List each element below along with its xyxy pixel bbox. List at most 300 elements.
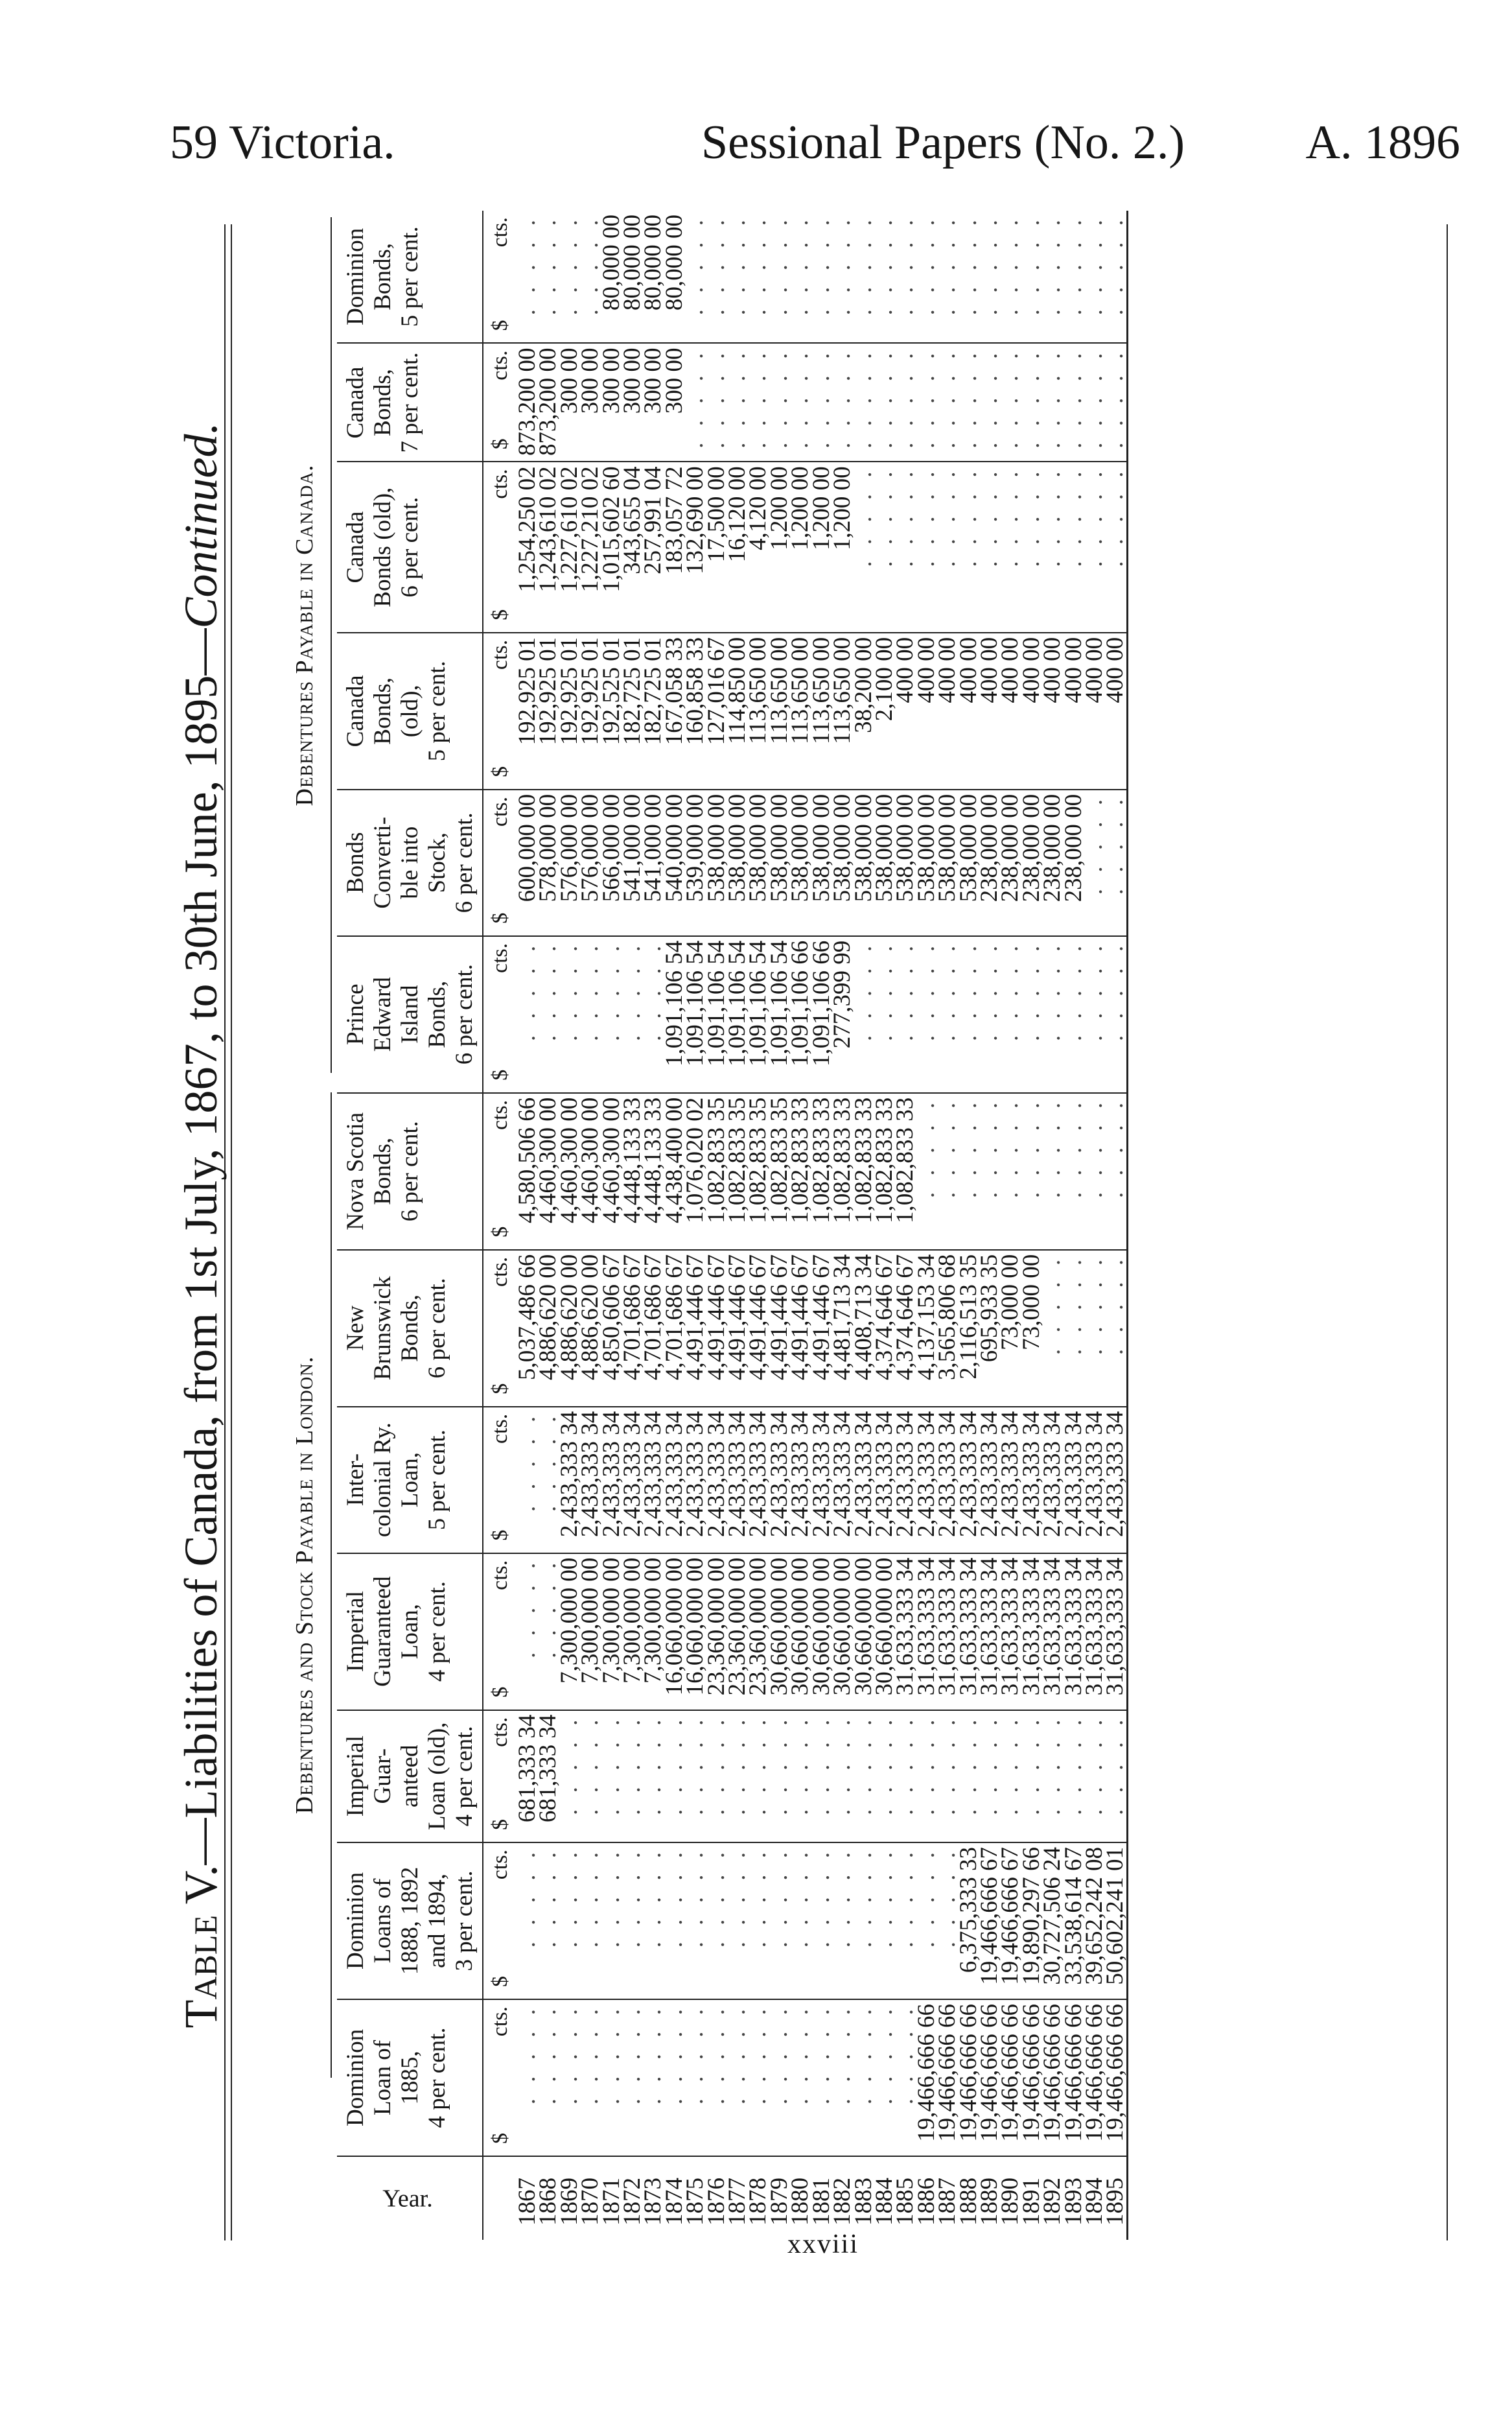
leader-dots: . . . . . (598, 1714, 625, 1815)
leader-dots: . . . . . (703, 215, 730, 316)
value-cell (1102, 1250, 1129, 1407)
leader-dots: . . . . . (660, 1846, 688, 1948)
value-cell: 2,433,333 34 (854, 1407, 874, 1553)
value-cell: 2,433,333 34 (1084, 1407, 1105, 1553)
leader-dots: . . . . . (850, 215, 877, 316)
value-cell: 17,500 00 (706, 462, 727, 633)
header-session: 59 Victoria. (170, 116, 395, 169)
leader-dots: . . . . . (1060, 1254, 1087, 1355)
value-cell: 400 00 (1000, 633, 1021, 790)
value-cell: 192,525 01 (601, 633, 622, 790)
leader-dots: . . . . . (745, 1846, 772, 1948)
leader-dots: . . . . . (765, 1714, 793, 1815)
value-cell: 1,254,250 02 (517, 462, 538, 633)
value-cell: 1,200 00 (811, 462, 832, 633)
value-cell: 4,137,153 34 (916, 1250, 937, 1407)
leader-dots: . . . . . (850, 466, 877, 567)
value-cell: 19,466,666 66 (1000, 1999, 1021, 2156)
leader-dots: . . . . . (997, 215, 1024, 316)
value-cell: 2,433,333 34 (685, 1407, 706, 1553)
value-cell: 238,000 00 (979, 790, 1000, 936)
leader-dots: . . . . . (975, 347, 1003, 449)
unit-dollar: $ (488, 912, 512, 924)
value-cell: 2,433,333 34 (748, 1407, 769, 1553)
value-cell: 2,433,333 34 (580, 1407, 601, 1553)
value-cell: 31,633,333 34 (937, 1553, 958, 1710)
leader-dots: . . . . . (577, 2003, 604, 2105)
col-header-line: Bonds, (369, 677, 396, 745)
leader-dots: . . . . . (913, 347, 940, 449)
value-cell: 19,466,666 66 (916, 1999, 937, 2156)
value-cell: 19,466,666 66 (937, 1999, 958, 2156)
row-year: 1881 (808, 2178, 835, 2226)
leader-dots: . . . . . (660, 1714, 688, 1815)
leader-dots: . . . . . (640, 1846, 667, 1948)
column-header-row (337, 211, 483, 2240)
leader-dots: . . . . . (808, 1714, 835, 1815)
unit-cents: cts. (488, 1256, 512, 1287)
col-header-line: Bonds, (369, 1137, 396, 1205)
leader-dots: . . . . . (1039, 347, 1066, 449)
value-cell: 538,000 00 (832, 790, 853, 936)
value-cell: 31,633,333 34 (916, 1553, 937, 1710)
value-cell: 16,060,000 00 (664, 1553, 685, 1710)
leader-dots: . . . . . (682, 1714, 709, 1815)
leader-dots: . . . . . (1080, 466, 1108, 567)
leader-dots: . . . . . (913, 1714, 940, 1815)
leader-dots: . . . . . (955, 466, 982, 567)
value-cell (1102, 1093, 1129, 1250)
leader-dots: . . . . . (975, 1714, 1003, 1815)
value-cell: 80,000 00 (622, 211, 643, 343)
leader-dots: . . . . . (1039, 466, 1066, 567)
leader-dots: . . . . . (640, 1714, 667, 1815)
row-year: 1871 (598, 2178, 625, 2226)
leader-dots: . . . . . (870, 347, 898, 449)
leader-dots: . . . . . (682, 215, 709, 316)
value-cell: 1,082,833 35 (706, 1093, 727, 1250)
value-cell: 7,300,000 00 (643, 1553, 664, 1710)
value-cell: 1,200 00 (832, 462, 853, 633)
row-year: 1889 (975, 2178, 1003, 2226)
col-header-line: 5 per cent. (424, 661, 450, 762)
row-year: 1890 (997, 2178, 1024, 2226)
unit-dollar: $ (488, 438, 512, 450)
leader-dots: . . . . . (703, 1714, 730, 1815)
value-cell: 80,000 00 (643, 211, 664, 343)
leader-dots: . . . . . (555, 1714, 583, 1815)
value-cell: 31,633,333 34 (1042, 1553, 1063, 1710)
value-cell: 4,491,446 67 (790, 1250, 811, 1407)
leader-dots: . . . . . (808, 2003, 835, 2105)
value-cell: 1,082,833 33 (811, 1093, 832, 1250)
leader-dots: . . . . . (997, 940, 1024, 1041)
value-cell: 113,650 00 (832, 633, 853, 790)
leader-dots: . . . . . (934, 466, 961, 567)
unit-cents: cts. (488, 943, 512, 973)
row-year: 1891 (1018, 2178, 1045, 2226)
leader-dots: . . . . . (1018, 940, 1045, 1041)
value-cell: 167,058 33 (664, 633, 685, 790)
leader-dots: . . . . . (745, 2003, 772, 2105)
value-cell: 681,333 34 (517, 1710, 538, 1842)
value-cell: 5,037,486 66 (517, 1250, 538, 1407)
value-cell: 1,082,833 33 (790, 1093, 811, 1250)
col-header-line: anteed (397, 1745, 423, 1808)
rotated-table-block (165, 211, 1474, 2240)
row-year: 1882 (829, 2178, 856, 2226)
leader-dots: . . . . . (703, 1846, 730, 1948)
leader-dots: . . . . . (535, 940, 562, 1041)
col-header-line: Bonds, (424, 980, 450, 1048)
value-cell: 4,491,446 67 (685, 1250, 706, 1407)
col-header-line: Guar- (369, 1748, 396, 1804)
value-cell: 4,491,446 67 (748, 1250, 769, 1407)
value-cell: 2,433,333 34 (664, 1407, 685, 1553)
col-header-line: Canada (342, 675, 369, 747)
value-cell: 1,091,106 54 (664, 936, 685, 1093)
value-cell: 2,433,333 34 (559, 1407, 580, 1553)
col-header-line: Imperial (342, 1735, 369, 1817)
value-cell: 238,000 00 (1000, 790, 1021, 936)
col-header-line: Loans of (369, 1878, 396, 1964)
leader-dots: . . . . . (829, 1714, 856, 1815)
leader-dots: . . . . . (703, 2003, 730, 2105)
value-cell: 538,000 00 (959, 790, 979, 936)
leader-dots: . . . . . (870, 1714, 898, 1815)
value-cell: 80,000 00 (601, 211, 622, 343)
value-cell: 19,466,666 66 (1084, 1999, 1105, 2156)
leader-dots: . . . . . (660, 2003, 688, 2105)
unit-cents: cts. (488, 1099, 512, 1130)
group-rule-canada (331, 217, 332, 1073)
value-cell: 80,000 00 (664, 211, 685, 343)
row-year: 1867 (514, 2178, 541, 2226)
value-cell (1102, 1710, 1129, 1842)
value-cell: 1,082,833 33 (895, 1093, 916, 1250)
col-header-line: Bonds (342, 832, 369, 894)
units-cell (483, 1999, 517, 2156)
leader-dots: . . . . . (808, 215, 835, 316)
row-year: 1875 (682, 2178, 709, 2226)
value-cell: 4,481,713 34 (832, 1250, 853, 1407)
leader-dots: . . . . . (892, 2003, 919, 2105)
value-cell: 19,466,666 66 (1105, 1999, 1127, 2156)
unit-dollar: $ (488, 1975, 512, 1987)
row-year: 1888 (955, 2178, 982, 2226)
leader-dots: . . . . . (765, 215, 793, 316)
leader-dots: . . . . . (829, 347, 856, 449)
unit-dollar: $ (488, 1818, 512, 1830)
col-header-line: 5 per cent. (424, 1429, 450, 1531)
leader-dots: . . . . . (850, 347, 877, 449)
leader-dots: . . . . . (1080, 1714, 1108, 1815)
value-cell: 1,082,833 35 (748, 1093, 769, 1250)
leader-dots: . . . . . (535, 1557, 562, 1658)
col-header-line: 6 per cent. (397, 1121, 423, 1222)
units-cell (483, 790, 517, 936)
value-cell: 4,460,300 00 (538, 1093, 559, 1250)
unit-cents: cts. (488, 1717, 512, 1747)
col-header-line: Canada (342, 511, 369, 583)
header-sessional-papers: Sessional Papers (No. 2.) (701, 116, 1185, 169)
leader-dots: . . . . . (1102, 1097, 1129, 1198)
value-cell: 1,082,833 35 (727, 1093, 748, 1250)
leader-dots: . . . . . (1080, 794, 1108, 895)
col-header-line: 1888, 1892 (397, 1866, 423, 1975)
unit-dollar: $ (488, 609, 512, 620)
table-title-number: Table V. (175, 1864, 227, 2028)
leader-dots: . . . . . (870, 2003, 898, 2105)
value-cell: 31,633,333 34 (959, 1553, 979, 1710)
value-cell: 540,000 00 (664, 790, 685, 936)
value-cell: 182,725 01 (643, 633, 664, 790)
value-cell: 2,433,333 34 (874, 1407, 895, 1553)
leader-dots: . . . . . (703, 347, 730, 449)
value-cell: 30,660,000 00 (790, 1553, 811, 1710)
value-cell (1102, 936, 1129, 1093)
value-cell: 400 00 (959, 633, 979, 790)
value-cell: 19,466,666 66 (1064, 1999, 1084, 2156)
value-cell: 343,655 04 (622, 462, 643, 633)
unit-cents: cts. (488, 350, 512, 381)
col-header-6 (337, 1250, 483, 1407)
value-cell: 695,933 35 (979, 1250, 1000, 1407)
value-cell: 2,433,333 34 (916, 1407, 937, 1553)
col-header-line: Nova Scotia (342, 1112, 369, 1230)
value-cell: 238,000 00 (1042, 790, 1063, 936)
leader-dots: . . . . . (934, 1714, 961, 1815)
row-year: 1893 (1060, 2178, 1087, 2226)
value-cell: 3,565,806 68 (937, 1250, 958, 1407)
leader-dots: . . . . . (913, 1846, 940, 1948)
row-year: 1868 (535, 2178, 562, 2226)
value-cell: 2,433,333 34 (979, 1407, 1000, 1553)
leader-dots: . . . . . (1039, 1254, 1066, 1355)
value-cell: 2,433,333 34 (959, 1407, 979, 1553)
leader-dots: . . . . . (934, 1097, 961, 1198)
value-cell: 19,466,666 66 (1021, 1999, 1042, 2156)
units-year-blank (483, 2156, 517, 2240)
value-cell: 4,491,446 67 (769, 1250, 790, 1407)
leader-dots: . . . . . (640, 940, 667, 1041)
leader-dots: . . . . . (975, 1097, 1003, 1198)
unit-cents: cts. (488, 1560, 512, 1590)
value-cell: 114,850 00 (727, 633, 748, 790)
value-cell: 538,000 00 (748, 790, 769, 936)
leader-dots: . . . . . (1018, 1097, 1045, 1198)
col-header-line: Guaranteed (369, 1576, 396, 1687)
col-header-line: 3 per cent. (451, 1870, 478, 1971)
leader-dots: . . . . . (997, 1714, 1024, 1815)
value-cell: 31,633,333 34 (1064, 1553, 1084, 1710)
value-cell: 873,200 00 (538, 343, 559, 462)
leader-dots: . . . . . (535, 2003, 562, 2105)
leader-dots: . . . . . (682, 2003, 709, 2105)
value-cell: 400 00 (937, 633, 958, 790)
value-cell: 538,000 00 (769, 790, 790, 936)
leader-dots: . . . . . (1060, 347, 1087, 449)
value-cell: 132,690 00 (685, 462, 706, 633)
unit-dollar: $ (488, 1686, 512, 1698)
leader-dots: . . . . . (724, 1714, 751, 1815)
value-cell: 19,466,666 66 (979, 1999, 1000, 2156)
leader-dots: . . . . . (892, 1846, 919, 1948)
value-cell: 4,886,620 00 (580, 1250, 601, 1407)
leader-dots: . . . . . (850, 1846, 877, 1948)
leader-dots: . . . . . (640, 2003, 667, 2105)
group-heading-london: Debentures and Stock Payable in London. (291, 1356, 318, 1815)
value-cell: 4,374,646 67 (874, 1250, 895, 1407)
leader-dots: . . . . . (787, 1846, 814, 1948)
value-cell: 2,433,333 34 (706, 1407, 727, 1553)
value-cell: 192,925 01 (538, 633, 559, 790)
value-cell: 7,300,000 00 (559, 1553, 580, 1710)
col-header-line: Loan, (397, 1452, 423, 1508)
col-header-line: Imperial (342, 1590, 369, 1673)
leader-dots: . . . . . (682, 1846, 709, 1948)
value-cell: 1,091,106 54 (685, 936, 706, 1093)
value-cell: 16,120 00 (727, 462, 748, 633)
value-cell: 4,491,446 67 (727, 1250, 748, 1407)
value-cell: 4,448,133 33 (622, 1093, 643, 1250)
col-header-1 (337, 1999, 483, 2156)
leader-dots: . . . . . (850, 2003, 877, 2105)
row-year: 1894 (1080, 2178, 1108, 2226)
value-cell: 7,300,000 00 (601, 1553, 622, 1710)
value-cell: 538,000 00 (854, 790, 874, 936)
leader-dots: . . . . . (808, 347, 835, 449)
row-year: 1873 (640, 2178, 667, 2226)
value-cell: 7,300,000 00 (580, 1553, 601, 1710)
col-header-year: Year. (382, 2184, 433, 2212)
col-header-line: 4 per cent. (424, 1581, 450, 1682)
table-title (165, 211, 237, 2240)
value-cell: 873,200 00 (517, 343, 538, 462)
value-cell: 2,433,333 34 (937, 1407, 958, 1553)
leader-dots: . . . . . (1102, 466, 1129, 567)
col-header-line: ble into (397, 826, 423, 899)
row-year: 1887 (934, 2178, 961, 2226)
unit-dollar: $ (488, 1226, 512, 1238)
leader-dots: . . . . . (555, 215, 583, 316)
value-cell (1102, 343, 1129, 462)
leader-dots: . . . . . (955, 1714, 982, 1815)
value-cell: 31,633,333 34 (1021, 1553, 1042, 1710)
value-cell: 538,000 00 (790, 790, 811, 936)
value-cell: 1,200 00 (790, 462, 811, 633)
value-cell: 681,333 34 (538, 1710, 559, 1842)
leader-dots: . . . . . (577, 215, 604, 316)
col-header-12 (337, 343, 483, 462)
value-cell: 19,466,666 67 (979, 1842, 1000, 1999)
value-cell: 4,850,606 67 (601, 1250, 622, 1407)
value-cell: 2,433,333 34 (769, 1407, 790, 1553)
leader-dots: . . . . . (682, 347, 709, 449)
col-header-line: 6 per cent. (451, 964, 478, 1065)
leader-dots: . . . . . (535, 215, 562, 316)
col-header-line: 4 per cent. (451, 1726, 478, 1827)
value-cell: 541,000 00 (643, 790, 664, 936)
value-cell: 4,886,620 00 (538, 1250, 559, 1407)
leader-dots: . . . . . (598, 1846, 625, 1948)
value-cell: 277,399 99 (832, 936, 853, 1093)
leader-dots: . . . . . (1060, 1714, 1087, 1815)
leader-dots: . . . . . (619, 1714, 646, 1815)
value-cell (1102, 211, 1129, 343)
row-year: 1872 (619, 2178, 646, 2226)
unit-cents: cts. (488, 2006, 512, 2037)
liabilities-table-wrap (337, 211, 1128, 2240)
units-row (483, 211, 517, 2240)
leader-dots: . . . . . (934, 347, 961, 449)
col-header-line: Dominion (342, 1872, 369, 1969)
units-cell (483, 1093, 517, 1250)
col-header-7 (337, 1093, 483, 1250)
page-header (0, 115, 1512, 174)
table-title-text: —Liabilities of Canada, from 1st July, 1867, to 30th June, 1895— (175, 628, 227, 1865)
col-header-line: and 1894, (424, 1873, 450, 1968)
value-cell: 600,000 00 (517, 790, 538, 936)
table-row (1105, 211, 1127, 2240)
value-cell: 238,000 00 (1064, 790, 1084, 936)
value-cell: 1,091,106 54 (748, 936, 769, 1093)
value-cell: 576,000 00 (559, 790, 580, 936)
col-header-line: Converti- (369, 816, 396, 909)
leader-dots: . . . . . (514, 215, 541, 316)
value-cell: 183,057 72 (664, 462, 685, 633)
value-cell: 1,082,833 33 (832, 1093, 853, 1250)
table-title-continued: Continued. (175, 422, 227, 629)
leader-dots: . . . . . (870, 215, 898, 316)
value-cell: 38,200 00 (854, 633, 874, 790)
leader-dots: . . . . . (745, 215, 772, 316)
value-cell: 4,374,646 67 (895, 1250, 916, 1407)
leader-dots: . . . . . (850, 940, 877, 1041)
value-cell: 113,650 00 (790, 633, 811, 790)
leader-dots: . . . . . (1018, 466, 1045, 567)
value-cell: 23,360,000 00 (748, 1553, 769, 1710)
value-cell: 400 00 (916, 633, 937, 790)
leader-dots: . . . . . (1080, 1254, 1108, 1355)
leader-dots: . . . . . (955, 215, 982, 316)
value-cell: 23,360,000 00 (706, 1553, 727, 1710)
col-header-line: Bonds, (369, 242, 396, 311)
header-year: A. 1896 (1305, 116, 1460, 169)
value-cell: 192,925 01 (580, 633, 601, 790)
leader-dots: . . . . . (1102, 1254, 1129, 1355)
unit-dollar: $ (488, 320, 512, 331)
unit-cents: cts. (488, 217, 512, 248)
leader-dots: . . . . . (808, 1846, 835, 1948)
leader-dots: . . . . . (787, 1714, 814, 1815)
value-cell: 1,091,106 66 (811, 936, 832, 1093)
leader-dots: . . . . . (913, 466, 940, 567)
value-cell: 2,433,333 34 (1021, 1407, 1042, 1553)
value-cell: 300 00 (664, 343, 685, 462)
value-cell: 2,100 00 (874, 633, 895, 790)
value-cell: 400 00 (1064, 633, 1084, 790)
col-header-line: Dominion (342, 2028, 369, 2126)
value-cell: 30,660,000 00 (811, 1553, 832, 1710)
leader-dots: . . . . . (1060, 1097, 1087, 1198)
col-header-9 (337, 790, 483, 936)
col-header-8 (337, 936, 483, 1093)
value-cell: 73,000 00 (1000, 1250, 1021, 1407)
leader-dots: . . . . . (765, 2003, 793, 2105)
leader-dots: . . . . . (1102, 794, 1129, 895)
col-header-4 (337, 1553, 483, 1710)
